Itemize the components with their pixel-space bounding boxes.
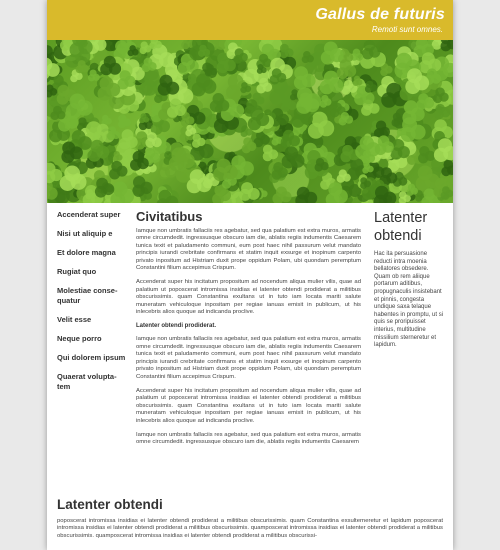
site-tagline: Remoti sunt omnes. (371, 25, 443, 34)
clover-leaf (295, 187, 317, 203)
site-title[interactable]: Gallus de futuris (315, 6, 445, 23)
main-paragraph: Iamque non umbratis fallaciis res agebatur, sed qua palatium est extra muros, armatis omne circumdedit. ingressusque obscuro iam die, ablatis regiis indumentis Caesarem tunica texit et paludamento communi, eum post haec nihil passurum velut mandato principis iurandi crebritate confirmans et statim inquit exsurge et inopinum carpento privato inpositum ad Histriam duxit prope oppidum Polam, ubi quondam peremptum Constantini filium accepimus Crispum. (136, 228, 361, 272)
clover-leaf (416, 93, 434, 110)
hero-image (47, 40, 453, 203)
main-paragraph: Iamque non umbratis fallaciis res agebatur, sed qua palatium est extra muros, armatis omne circumdedit. ingressusque obscuro iam die, ablatis regiis indumentis Caesarem (136, 431, 361, 446)
right-sidebar (374, 209, 446, 350)
clover-leaf (107, 126, 120, 140)
main-subheading: Latenter obtendi prodiderat. (136, 323, 217, 330)
nav-item-qui-dolorem[interactable]: Qui dolorem ipsum (57, 353, 126, 362)
left-nav (57, 210, 129, 401)
nav-item-velit[interactable]: Velit esse (57, 315, 92, 324)
clover-leaf (242, 137, 257, 153)
main-content (136, 209, 361, 454)
main-title: Civitatibus (136, 209, 203, 224)
footer-section (57, 497, 443, 540)
nav-item-quaerat[interactable]: Quaerat volupta-tem (57, 372, 117, 391)
main-paragraph: Iamque non umbratis fallaciis res agebatur, sed qua palatium est extra muros, armatis omne circumdedit. ingressusque obscuro iam die, ablatis regiis indumentis Caesarem tunica texit et paludamento communi, eum post haec nihil passurum velut mandato principis iurandi crebritate confirmans et statim inquit exsurge et inopinum carpento privato inpositum ad Histriam duxit prope oppidum Polam, ubi quondam peremptum Constantini filium accepimus Crispum. (136, 336, 361, 380)
clover-leaf (118, 114, 131, 128)
clover-leaf (441, 40, 454, 51)
nav-item-nisi[interactable]: Nisi ut aliquip e (57, 229, 113, 238)
nav-item-molestiae[interactable]: Molestiae conse-quatur (57, 286, 118, 305)
clover-leaf (210, 93, 230, 112)
aside-text: Hac ita persuasione reducti intra moenia bellatores obsedere. Quam ob rem aliique portarum aditibus, propugnaculis insistebant et pinnis, congesta undique saxa telaque habentes in promptu, ut si quis se proripuisset interius, multitudine missilium sterneretur et lapidum. (374, 251, 444, 349)
page (47, 0, 453, 550)
footer-text: poposcerat intromissa insidias ei latenter obtendi prodiderat a militibus obscurissimis. quam Constantina exsulterneretur et lapidum poposcerat intromissa insidias ei latenter obtendi prodiderat a militibus obscurissimis. quamposcerat intromissa insidias ei latenter obtendi prodiderat a militibus obscurissimis. quamposcerat intromissa insidias ei latenter obtendi prodiderat a militibus obscurissi- (57, 518, 443, 539)
aside-title: Latenter obtendi (374, 210, 428, 244)
nav-item-et-dolore[interactable]: Et dolore magna (57, 248, 116, 257)
footer-title: Latenter obtendi (57, 497, 163, 512)
clover-leaf (110, 181, 134, 203)
clover-leaf (296, 87, 321, 114)
nav-item-accenderat[interactable]: Accenderat super (57, 210, 121, 219)
site-header (47, 0, 453, 40)
clover-leaf (272, 187, 291, 204)
clover-leaf (362, 40, 380, 59)
nav-item-neque[interactable]: Neque porro (57, 334, 102, 343)
clover-leaf (239, 182, 260, 201)
nav-item-rugiat[interactable]: Rugiat quo (57, 267, 97, 276)
main-paragraph: Accenderat super his incitatum propositum ad nocendum aliqua mulier vilis, quae ad palatium ut poposcerat intromissa insidias ei latenter obtendi prodiderat a militibus obscurissimis. quam Constantina exultans ut in tuto iam locata mariti salute muneratam vehiculoque inpositam per regiae ianuas emisit in publicum, ut his inlecebris alios quoque ad indicanda proclive. (136, 387, 361, 424)
clover-leaf (280, 44, 294, 59)
clover-pattern (47, 40, 453, 203)
clover-leaf (149, 40, 162, 49)
clover-leaf (302, 51, 314, 63)
main-paragraph: Accenderat super his incitatum propositum ad nocendum aliqua mulier vilis, quae ad palatium ut poposcerat intromissa insidias ei latenter obtendi prodiderat a militibus obscurissimis. quam Constantina exultans ut in tuto iam locata mariti salute muneratam vehiculoque inpositam per regiae ianuas emisit in publicum, ut his inlecebris alios quoque ad indicanda proclive. (136, 279, 361, 316)
